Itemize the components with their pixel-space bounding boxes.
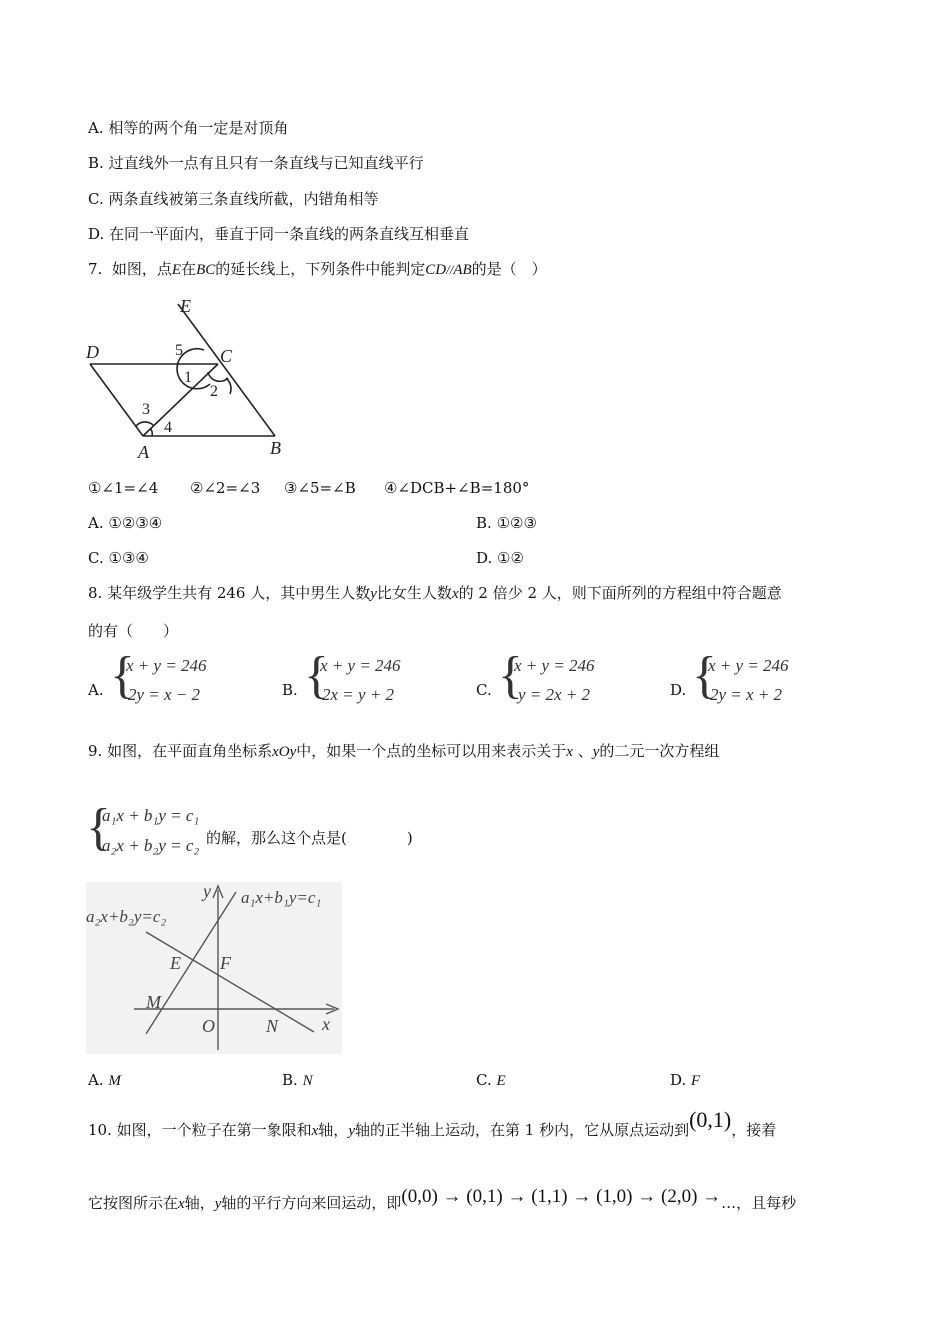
label-m: M xyxy=(146,992,161,1012)
q8-stem-line2: 的有（ ） xyxy=(88,622,179,640)
q7-option-d: D. ①② xyxy=(476,549,524,567)
label-a: A xyxy=(138,442,149,462)
q6-option-d: D. 在同一平面内，垂直于同一条直线的两条直线互相垂直 xyxy=(88,225,470,243)
label-d: D xyxy=(86,342,99,362)
label-line-2: a₂x+b₂y=c₂ xyxy=(86,907,167,926)
label-angle-4: 4 xyxy=(164,419,172,436)
angle-3-arc xyxy=(136,422,154,426)
label-angle-3: 3 xyxy=(142,401,150,418)
q7-figure xyxy=(80,292,300,464)
q7-condition-2: ②∠2=∠3 xyxy=(190,479,261,497)
segment-da xyxy=(90,364,143,436)
q9-stem-line2: 的解，那么这个点是( ) xyxy=(206,829,413,847)
q7-condition-1: ①∠1=∠4 xyxy=(88,479,159,497)
q6-option-b: B. 过直线外一点有且只有一条直线与已知直线平行 xyxy=(88,154,424,172)
q9-figure xyxy=(86,882,342,1054)
q9-option-d: D. F xyxy=(670,1071,701,1089)
label-o: O xyxy=(202,1016,215,1036)
q9-option-b: B. N xyxy=(282,1071,313,1089)
q7-condition-4: ④∠DCB+∠B=180° xyxy=(384,479,530,497)
label-e: E xyxy=(170,953,181,973)
q9-option-c: C. E xyxy=(476,1071,506,1089)
q9-option-a: A. M xyxy=(88,1071,121,1089)
label-c: C xyxy=(220,346,233,366)
label-angle-5: 5 xyxy=(175,342,183,359)
label-n: N xyxy=(266,1016,279,1036)
label-x: x xyxy=(322,1014,330,1034)
q7-option-b: B. ①②③ xyxy=(476,514,537,532)
label-angle-2: 2 xyxy=(210,383,218,400)
q7-stem: 7. 如图，点E在BC的延长线上，下列条件中能判定CD//AB的是（ ） xyxy=(88,260,547,278)
q7-condition-3: ③∠5=∠B xyxy=(284,479,356,497)
label-line-1: a₁x+b₁y=c₁ xyxy=(241,888,322,907)
label-e: E xyxy=(180,296,191,316)
angle-2-arc xyxy=(226,378,231,394)
label-angle-1: 1 xyxy=(184,369,192,386)
angle-4-arc xyxy=(150,428,152,436)
q10-stem-line2: 它按图所示在x轴，y轴的平行方向来回运动，即(0,0) → (0,1) → (1,1) → (1,0) → (2,0) →…，且每秒 xyxy=(88,1186,797,1212)
q9-stem-line1: 9. 如图，在平面直角坐标系xOy中，如果一个点的坐标可以用来表示关于x 、y的二元一次方程组 xyxy=(88,742,720,760)
q6-option-c: C. 两条直线被第三条直线所截，内错角相等 xyxy=(88,190,379,208)
q6-option-a: A. 相等的两个角一定是对顶角 xyxy=(88,119,289,137)
q7-option-a: A. ①②③④ xyxy=(88,514,163,532)
label-f: F xyxy=(220,953,231,973)
label-b: B xyxy=(270,438,281,458)
angle-1-arc xyxy=(208,372,228,381)
line-ecb xyxy=(178,304,275,436)
q10-stem-line1: 10. 如图，一个粒子在第一象限和x轴，y轴的正半轴上运动，在第 1 秒内，它从原点运动到(0,1)，接着 xyxy=(88,1107,777,1139)
q8-stem-line1: 8. 某年级学生共有 246 人，其中男生人数y比女生人数x的 2 倍少 2 人，则下面所列的方程组中符合题意 xyxy=(88,584,782,602)
label-y: y xyxy=(203,882,211,901)
q7-option-c: C. ①③④ xyxy=(88,549,149,567)
